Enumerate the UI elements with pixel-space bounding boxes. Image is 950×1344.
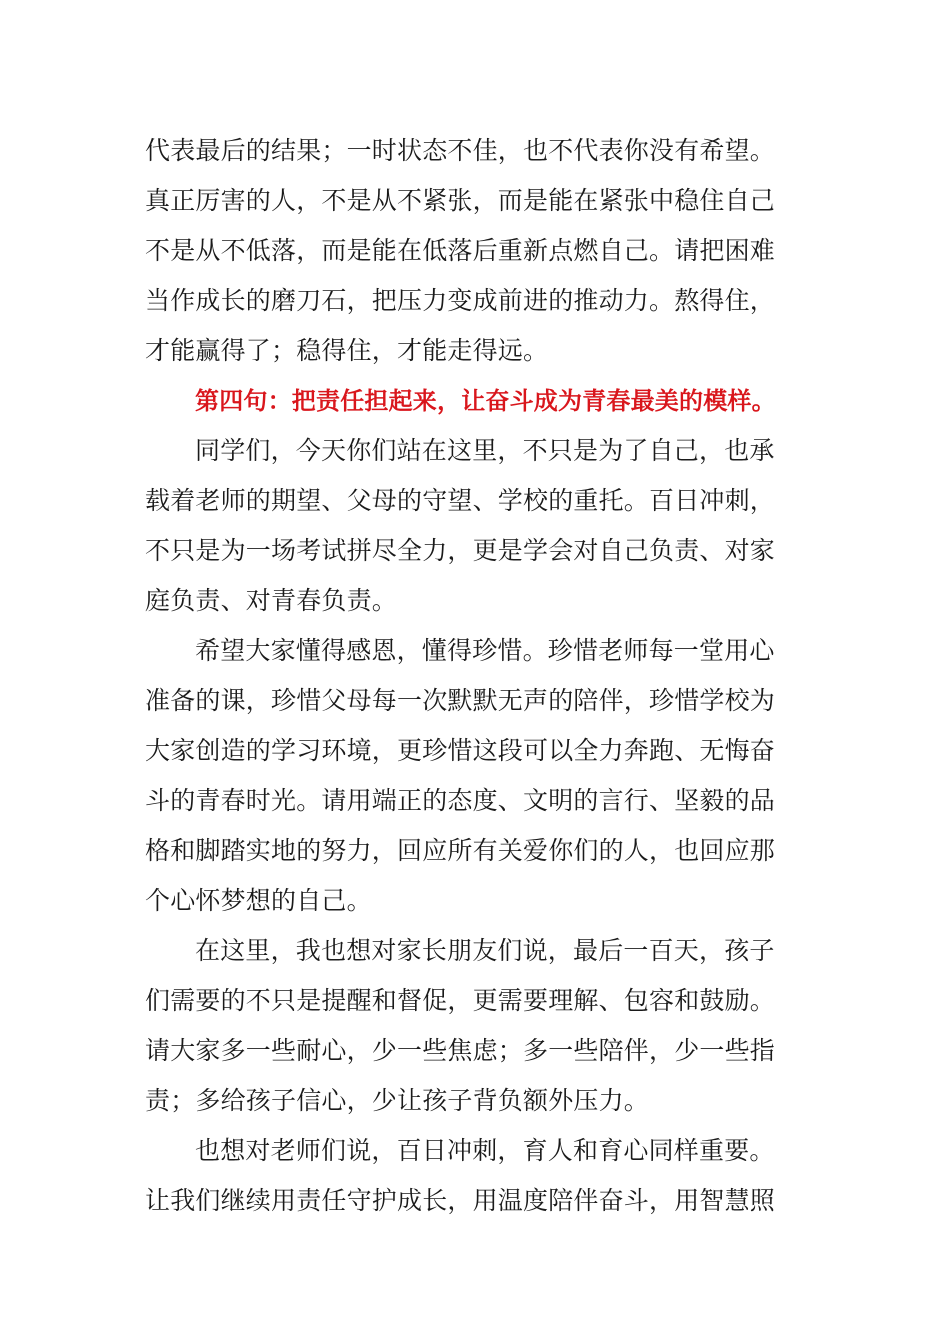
text-line: 不只是为一场考试拼尽全力，更是学会对自己负责、对家 xyxy=(145,536,776,565)
text-line: 载着老师的期望、父母的守望、学校的重托。百日冲刺， xyxy=(145,486,776,515)
document-body xyxy=(145,126,809,1226)
paragraph-first-line: 同学们，今天你们站在这里，不只是为了自己，也承 xyxy=(195,436,775,465)
text-line: 请大家多一些耐心，少一些焦虑；多一些陪伴，少一些指 xyxy=(145,1036,776,1065)
text-line: 准备的课，珍惜父母每一次默默无声的陪伴，珍惜学校为 xyxy=(145,686,776,715)
text-line: 真正厉害的人，不是从不紧张，而是能在紧张中稳住自己 xyxy=(145,186,776,215)
text-line: 才能赢得了；稳得住，才能走得远。 xyxy=(145,336,549,365)
text-line: 个心怀梦想的自己。 xyxy=(145,886,372,915)
section-heading: 第四句：把责任担起来，让奋斗成为青春最美的模样。 xyxy=(195,387,776,415)
paragraph-first-line: 也想对老师们说，百日冲刺，育人和育心同样重要。 xyxy=(195,1136,775,1165)
text-line: 当作成长的磨刀石，把压力变成前进的推动力。熬得住， xyxy=(145,286,776,315)
text-line: 庭负责、对青春负责。 xyxy=(145,586,398,615)
paragraph-first-line: 在这里，我也想对家长朋友们说，最后一百天，孩子 xyxy=(195,936,775,965)
paragraph-first-line: 希望大家懂得感恩，懂得珍惜。珍惜老师每一堂用心 xyxy=(195,636,775,665)
text-line: 代表最后的结果；一时状态不佳，也不代表你没有希望。 xyxy=(145,136,776,165)
text-line: 让我们继续用责任守护成长，用温度陪伴奋斗，用智慧照 xyxy=(145,1186,776,1215)
text-line: 们需要的不只是提醒和督促，更需要理解、包容和鼓励。 xyxy=(145,986,776,1015)
text-line: 斗的青春时光。请用端正的态度、文明的言行、坚毅的品 xyxy=(145,786,776,815)
text-line: 责；多给孩子信心，少让孩子背负额外压力。 xyxy=(145,1086,650,1115)
text-line: 不是从不低落，而是能在低落后重新点燃自己。请把困难 xyxy=(145,236,776,265)
text-line: 大家创造的学习环境，更珍惜这段可以全力奔跑、无悔奋 xyxy=(145,736,776,765)
text-line: 格和脚踏实地的努力，回应所有关爱你们的人，也回应那 xyxy=(145,836,776,865)
